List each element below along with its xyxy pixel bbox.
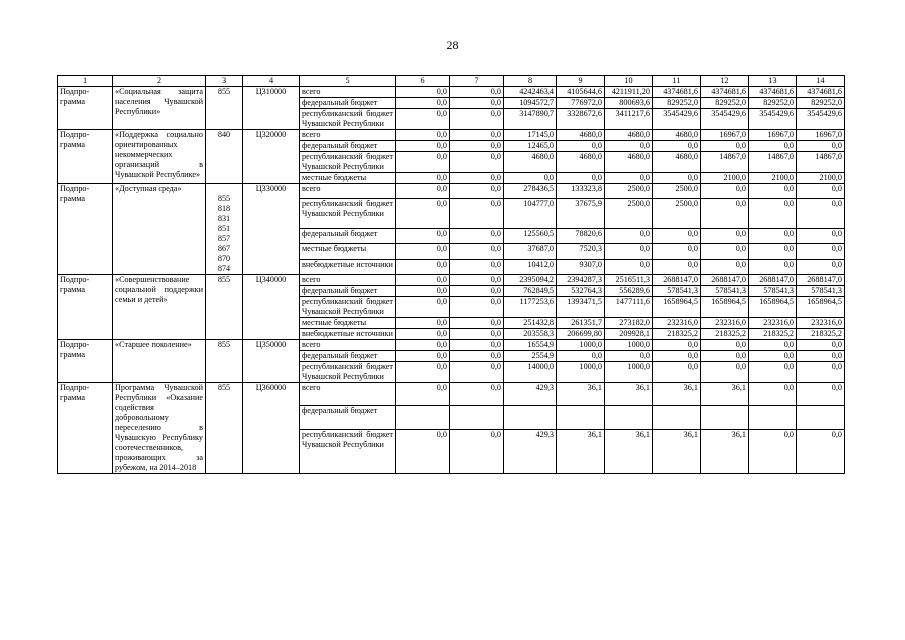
value-cell: 0,0 — [450, 286, 504, 297]
value-cell: 0,0 — [605, 228, 653, 243]
column-number-cell: 9 — [557, 76, 605, 87]
value-cell: 0,0 — [797, 244, 845, 259]
value-cell: 0,0 — [797, 141, 845, 152]
value-cell: 16967,0 — [701, 130, 749, 141]
value-cell: 0,0 — [396, 152, 450, 173]
value-cell: 125560,5 — [504, 228, 557, 243]
value-cell: 0,0 — [701, 362, 749, 383]
column-number-cell: 10 — [605, 76, 653, 87]
value-cell — [797, 406, 845, 429]
target-code-cell: Ц360000 — [243, 383, 300, 474]
value-cell: 251432,8 — [504, 318, 557, 329]
value-cell: 0,0 — [797, 429, 845, 473]
value-cell: 0,0 — [797, 362, 845, 383]
value-cell: 0,0 — [396, 351, 450, 362]
grbs-code-cell: 855 — [206, 383, 243, 474]
value-cell: 2100,0 — [797, 173, 845, 184]
funding-source-cell: федеральный бюджет — [300, 98, 396, 109]
funding-source-cell: республиканский бюджет Чувашской Республики — [300, 297, 396, 318]
grbs-code: 818 — [217, 204, 231, 213]
funding-source-cell: республиканский бюджет Чувашской Республики — [300, 199, 396, 228]
value-cell: 1000,0 — [605, 340, 653, 351]
value-cell: 2100,0 — [749, 173, 797, 184]
value-cell: 0,0 — [450, 98, 504, 109]
column-number-cell: 1 — [58, 76, 113, 87]
target-code-cell: Ц350000 — [243, 340, 300, 383]
value-cell: 3545429,6 — [653, 109, 701, 130]
value-cell: 429,3 — [504, 383, 557, 406]
value-cell: 0,0 — [396, 109, 450, 130]
value-cell: 10412,0 — [504, 259, 557, 274]
value-cell: 2394287,3 — [557, 275, 605, 286]
value-cell: 0,0 — [605, 351, 653, 362]
value-cell: 0,0 — [396, 297, 450, 318]
column-number-cell: 12 — [701, 76, 749, 87]
value-cell: 232316,0 — [797, 318, 845, 329]
grbs-code-cell: 855 — [206, 340, 243, 383]
value-cell: 578541,3 — [653, 286, 701, 297]
value-cell: 0,0 — [450, 184, 504, 199]
program-type-cell: Подпро- грамма — [58, 340, 113, 383]
value-cell: 532764,3 — [557, 286, 605, 297]
value-cell: 3411217,6 — [605, 109, 653, 130]
value-cell: 14867,0 — [749, 152, 797, 173]
value-cell: 104777,0 — [504, 199, 557, 228]
value-cell: 0,0 — [396, 275, 450, 286]
value-cell: 0,0 — [797, 351, 845, 362]
value-cell: 1658964,5 — [653, 297, 701, 318]
value-cell: 17145,0 — [504, 130, 557, 141]
value-cell: 0,0 — [396, 141, 450, 152]
value-cell: 0,0 — [605, 173, 653, 184]
funding-source-cell: всего — [300, 184, 396, 199]
value-cell: 36,1 — [653, 429, 701, 473]
value-cell: 776972,0 — [557, 98, 605, 109]
table-row — [58, 130, 845, 141]
program-name-cell: «Старшее поколение» — [113, 340, 206, 383]
grbs-code: 874 — [217, 264, 231, 273]
value-cell: 0,0 — [797, 199, 845, 228]
value-cell — [504, 406, 557, 429]
value-cell: 36,1 — [701, 383, 749, 406]
value-cell: 0,0 — [396, 340, 450, 351]
value-cell: 0,0 — [504, 173, 557, 184]
value-cell: 0,0 — [450, 318, 504, 329]
program-type-cell: Подпро- грамма — [58, 275, 113, 340]
value-cell: 3545429,6 — [749, 109, 797, 130]
value-cell: 0,0 — [396, 286, 450, 297]
column-number-cell: 2 — [113, 76, 206, 87]
value-cell: 0,0 — [396, 429, 450, 473]
column-number-cell: 11 — [653, 76, 701, 87]
table-row — [58, 184, 845, 199]
value-cell: 1658964,5 — [797, 297, 845, 318]
value-cell: 0,0 — [450, 429, 504, 473]
value-cell: 0,0 — [653, 141, 701, 152]
value-cell: 0,0 — [450, 173, 504, 184]
value-cell: 14867,0 — [701, 152, 749, 173]
value-cell: 2500,0 — [605, 199, 653, 228]
value-cell: 1477111,6 — [605, 297, 653, 318]
value-cell: 429,3 — [504, 429, 557, 473]
value-cell: 0,0 — [450, 383, 504, 406]
value-cell: 36,1 — [605, 383, 653, 406]
column-number-cell: 6 — [396, 76, 450, 87]
value-cell: 0,0 — [653, 340, 701, 351]
table-row — [58, 340, 845, 351]
value-cell: 0,0 — [653, 259, 701, 274]
column-number-cell: 8 — [504, 76, 557, 87]
funding-source-cell: всего — [300, 130, 396, 141]
value-cell: 0,0 — [450, 199, 504, 228]
value-cell: 2500,0 — [605, 184, 653, 199]
program-name-cell: Программа Чувашской Республики «Оказание содействия добровольному переселению в Чувашскую Республику соотечественников, проживающих за рубежом, на 2014–2018 — [113, 383, 206, 474]
value-cell: 4680,0 — [605, 152, 653, 173]
value-cell: 0,0 — [557, 351, 605, 362]
value-cell — [557, 406, 605, 429]
value-cell — [749, 406, 797, 429]
funding-source-cell: республиканский бюджет Чувашской Республики — [300, 362, 396, 383]
page-number: 28 — [446, 38, 459, 52]
value-cell: 2516511,3 — [605, 275, 653, 286]
value-cell: 0,0 — [797, 383, 845, 406]
value-cell: 0,0 — [557, 141, 605, 152]
value-cell: 78820,6 — [557, 228, 605, 243]
value-cell: 0,0 — [749, 362, 797, 383]
table-row — [58, 383, 845, 406]
value-cell: 37687,0 — [504, 244, 557, 259]
value-cell — [396, 406, 450, 429]
value-cell: 261351,7 — [557, 318, 605, 329]
value-cell: 578541,3 — [797, 286, 845, 297]
funding-source-cell: всего — [300, 340, 396, 351]
target-code-cell: Ц330000 — [243, 184, 300, 275]
value-cell: 218325,2 — [749, 329, 797, 340]
grbs-code-cell: 855 — [206, 87, 243, 130]
value-cell: 0,0 — [450, 297, 504, 318]
value-cell — [653, 406, 701, 429]
value-cell: 4105644,6 — [557, 87, 605, 98]
program-type-cell: Подпро- грамма — [58, 184, 113, 275]
value-cell: 2688147,0 — [749, 275, 797, 286]
value-cell: 0,0 — [701, 351, 749, 362]
value-cell: 36,1 — [557, 429, 605, 473]
value-cell: 0,0 — [605, 259, 653, 274]
value-cell: 0,0 — [653, 244, 701, 259]
value-cell: 578541,3 — [749, 286, 797, 297]
value-cell: 0,0 — [749, 184, 797, 199]
value-cell: 0,0 — [653, 173, 701, 184]
value-cell: 0,0 — [396, 362, 450, 383]
value-cell: 829252,0 — [653, 98, 701, 109]
value-cell: 4680,0 — [605, 130, 653, 141]
value-cell: 0,0 — [396, 329, 450, 340]
target-code-cell: Ц310000 — [243, 87, 300, 130]
funding-source-cell: внебюджетные источники — [300, 259, 396, 274]
grbs-code: 867 — [217, 244, 231, 253]
value-cell: 4374681,6 — [749, 87, 797, 98]
value-cell: 0,0 — [701, 184, 749, 199]
column-number-cell: 3 — [206, 76, 243, 87]
value-cell: 0,0 — [701, 259, 749, 274]
value-cell: 1658964,5 — [749, 297, 797, 318]
value-cell: 4680,0 — [653, 152, 701, 173]
target-code-cell: Ц340000 — [243, 275, 300, 340]
program-name-cell: «Совершенствование социальной поддержки семьи и детей» — [113, 275, 206, 340]
value-cell — [701, 406, 749, 429]
value-cell: 0,0 — [701, 228, 749, 243]
target-code-cell: Ц320000 — [243, 130, 300, 184]
funding-source-cell: федеральный бюджет — [300, 406, 396, 429]
program-type-cell: Подпро- грамма — [58, 383, 113, 474]
value-cell: 133323,8 — [557, 184, 605, 199]
value-cell: 3545429,6 — [701, 109, 749, 130]
column-number-cell: 4 — [243, 76, 300, 87]
value-cell: 4680,0 — [653, 130, 701, 141]
value-cell: 0,0 — [653, 362, 701, 383]
value-cell: 829252,0 — [749, 98, 797, 109]
value-cell: 0,0 — [605, 141, 653, 152]
column-number-cell: 13 — [749, 76, 797, 87]
funding-source-cell: местные бюджеты — [300, 244, 396, 259]
value-cell: 0,0 — [653, 228, 701, 243]
value-cell: 0,0 — [396, 184, 450, 199]
value-cell: 232316,0 — [653, 318, 701, 329]
program-name-cell: «Социальная защита населения Чувашской Республики» — [113, 87, 206, 130]
value-cell: 36,1 — [557, 383, 605, 406]
value-cell: 1094572,7 — [504, 98, 557, 109]
value-cell: 232316,0 — [749, 318, 797, 329]
value-cell: 1393471,5 — [557, 297, 605, 318]
value-cell: 4680,0 — [504, 152, 557, 173]
funding-source-cell: внебюджетные источники — [300, 329, 396, 340]
table-row — [58, 275, 845, 286]
value-cell: 0,0 — [749, 199, 797, 228]
value-cell: 0,0 — [450, 87, 504, 98]
funding-source-cell: федеральный бюджет — [300, 351, 396, 362]
value-cell: 0,0 — [749, 244, 797, 259]
value-cell: 0,0 — [701, 340, 749, 351]
value-cell — [450, 406, 504, 429]
grbs-code: 857 — [217, 234, 231, 243]
budget-table — [57, 75, 845, 474]
value-cell: 556289,6 — [605, 286, 653, 297]
value-cell: 4211911,20 — [605, 87, 653, 98]
funding-source-cell: всего — [300, 275, 396, 286]
value-cell: 0,0 — [450, 152, 504, 173]
value-cell: 1000,0 — [557, 362, 605, 383]
funding-source-cell: всего — [300, 383, 396, 406]
funding-source-cell: местные бюджеты — [300, 173, 396, 184]
value-cell: 0,0 — [396, 199, 450, 228]
value-cell: 16554,9 — [504, 340, 557, 351]
value-cell: 0,0 — [450, 340, 504, 351]
value-cell: 1000,0 — [605, 362, 653, 383]
value-cell: 4680,0 — [557, 152, 605, 173]
value-cell: 0,0 — [797, 259, 845, 274]
value-cell: 1658964,5 — [701, 297, 749, 318]
value-cell: 1177253,6 — [504, 297, 557, 318]
value-cell: 0,0 — [450, 259, 504, 274]
column-number-cell: 5 — [300, 76, 396, 87]
value-cell: 2688147,0 — [701, 275, 749, 286]
value-cell: 3328672,6 — [557, 109, 605, 130]
value-cell: 14867,0 — [797, 152, 845, 173]
value-cell: 278436,5 — [504, 184, 557, 199]
value-cell: 0,0 — [450, 109, 504, 130]
value-cell: 2395094,2 — [504, 275, 557, 286]
table-row — [58, 87, 845, 98]
value-cell: 232316,0 — [701, 318, 749, 329]
value-cell: 12465,0 — [504, 141, 557, 152]
value-cell: 0,0 — [396, 173, 450, 184]
value-cell: 0,0 — [749, 228, 797, 243]
funding-source-cell: федеральный бюджет — [300, 286, 396, 297]
value-cell: 273182,0 — [605, 318, 653, 329]
program-name-cell: «Доступная среда» — [113, 184, 206, 275]
value-cell: 0,0 — [396, 259, 450, 274]
value-cell: 36,1 — [701, 429, 749, 473]
value-cell: 4374681,6 — [797, 87, 845, 98]
value-cell: 0,0 — [749, 383, 797, 406]
grbs-code-cell: 840 — [206, 130, 243, 184]
value-cell: 0,0 — [396, 87, 450, 98]
grbs-code-cell — [206, 184, 243, 275]
grbs-code: 831 — [217, 214, 231, 223]
grbs-code: 851 — [217, 224, 231, 233]
value-cell: 829252,0 — [701, 98, 749, 109]
value-cell: 0,0 — [653, 351, 701, 362]
value-cell: 7520,3 — [557, 244, 605, 259]
grbs-code-cell: 855 — [206, 275, 243, 340]
program-type-cell: Подпро- грамма — [58, 87, 113, 130]
value-cell: 0,0 — [797, 228, 845, 243]
value-cell: 4374681,6 — [653, 87, 701, 98]
value-cell: 0,0 — [797, 184, 845, 199]
funding-source-cell: всего — [300, 87, 396, 98]
value-cell: 0,0 — [701, 244, 749, 259]
program-name-cell: «Поддержка социально ориентированных некоммерческих организаций в Чувашской Республике» — [113, 130, 206, 184]
value-cell — [605, 406, 653, 429]
funding-source-cell: федеральный бюджет — [300, 141, 396, 152]
value-cell: 0,0 — [749, 351, 797, 362]
value-cell: 0,0 — [749, 340, 797, 351]
value-cell: 0,0 — [605, 244, 653, 259]
value-cell: 2688147,0 — [653, 275, 701, 286]
value-cell: 800693,6 — [605, 98, 653, 109]
value-cell: 4374681,6 — [701, 87, 749, 98]
value-cell: 2554,9 — [504, 351, 557, 362]
value-cell: 16967,0 — [797, 130, 845, 141]
funding-source-cell: местные бюджеты — [300, 318, 396, 329]
value-cell: 0,0 — [450, 362, 504, 383]
column-number-cell: 14 — [797, 76, 845, 87]
funding-source-cell: республиканский бюджет Чувашской Республики — [300, 152, 396, 173]
funding-source-cell: республиканский бюджет Чувашской Республики — [300, 429, 396, 473]
value-cell: 0,0 — [396, 383, 450, 406]
value-cell: 1000,0 — [557, 340, 605, 351]
column-number-row — [58, 76, 845, 87]
value-cell: 0,0 — [396, 130, 450, 141]
value-cell: 0,0 — [450, 130, 504, 141]
value-cell: 0,0 — [396, 318, 450, 329]
value-cell: 0,0 — [450, 228, 504, 243]
value-cell: 0,0 — [749, 429, 797, 473]
value-cell: 0,0 — [749, 259, 797, 274]
value-cell: 2500,0 — [653, 199, 701, 228]
value-cell: 829252,0 — [797, 98, 845, 109]
value-cell: 0,0 — [450, 141, 504, 152]
value-cell: 3545429,6 — [797, 109, 845, 130]
funding-source-cell: федеральный бюджет — [300, 228, 396, 243]
value-cell: 0,0 — [749, 141, 797, 152]
value-cell: 14000,0 — [504, 362, 557, 383]
value-cell: 2500,0 — [653, 184, 701, 199]
value-cell: 0,0 — [450, 244, 504, 259]
program-type-cell: Подпро- грамма — [58, 130, 113, 184]
value-cell: 36,1 — [653, 383, 701, 406]
value-cell: 0,0 — [797, 340, 845, 351]
grbs-spacer — [208, 184, 240, 194]
value-cell: 0,0 — [450, 275, 504, 286]
value-cell: 2688147,0 — [797, 275, 845, 286]
value-cell: 203558,3 — [504, 329, 557, 340]
value-cell: 0,0 — [557, 173, 605, 184]
column-number-cell: 7 — [450, 76, 504, 87]
value-cell: 0,0 — [396, 98, 450, 109]
value-cell: 3147890,7 — [504, 109, 557, 130]
value-cell: 0,0 — [701, 199, 749, 228]
value-cell: 9307,0 — [557, 259, 605, 274]
value-cell: 578541,3 — [701, 286, 749, 297]
value-cell: 209928,1 — [605, 329, 653, 340]
value-cell: 4680,0 — [557, 130, 605, 141]
funding-source-cell: республиканский бюджет Чувашской Республики — [300, 109, 396, 130]
value-cell: 206699,80 — [557, 329, 605, 340]
value-cell: 16967,0 — [749, 130, 797, 141]
value-cell: 36,1 — [605, 429, 653, 473]
value-cell: 0,0 — [450, 329, 504, 340]
value-cell: 0,0 — [396, 228, 450, 243]
value-cell: 0,0 — [396, 244, 450, 259]
value-cell: 218325,2 — [797, 329, 845, 340]
value-cell: 37675,9 — [557, 199, 605, 228]
value-cell: 218325,2 — [701, 329, 749, 340]
grbs-code: 855 — [217, 194, 231, 203]
value-cell: 218325,2 — [653, 329, 701, 340]
value-cell: 4242463,4 — [504, 87, 557, 98]
value-cell: 2100,0 — [701, 173, 749, 184]
grbs-code: 870 — [217, 254, 231, 263]
value-cell: 762849,5 — [504, 286, 557, 297]
value-cell: 0,0 — [450, 351, 504, 362]
value-cell: 0,0 — [701, 141, 749, 152]
